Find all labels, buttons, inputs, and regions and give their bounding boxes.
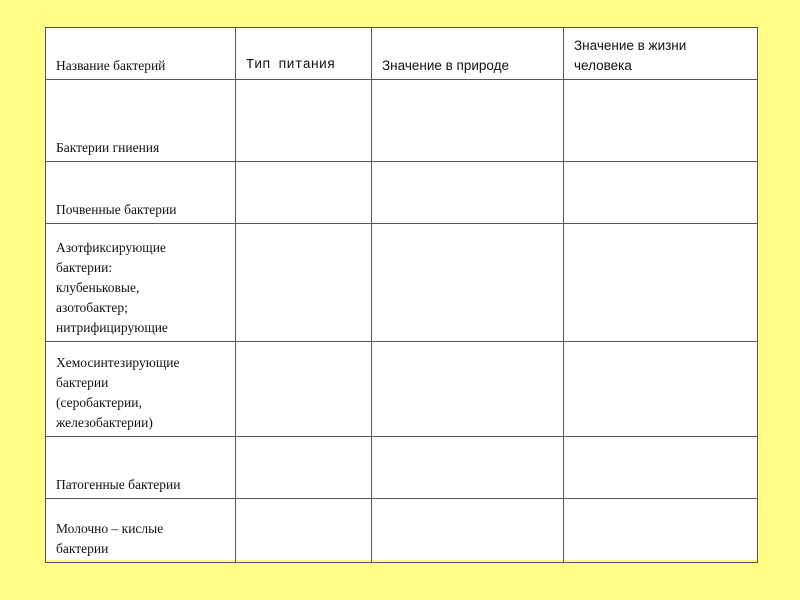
bacteria-name-cell: Хемосинтезирующие бактерии (серобактерии, железобактерии) <box>46 342 236 437</box>
header-row <box>46 28 758 80</box>
table-row <box>46 499 758 563</box>
nutrition-cell[interactable] <box>236 499 372 563</box>
human-cell[interactable] <box>564 162 758 224</box>
table-row <box>46 162 758 224</box>
nutrition-cell[interactable] <box>236 342 372 437</box>
table-row <box>46 80 758 162</box>
nature-cell[interactable] <box>372 499 564 563</box>
human-cell[interactable] <box>564 499 758 563</box>
table-row <box>46 224 758 342</box>
bacteria-name-cell: Патогенные бактерии <box>46 437 236 499</box>
header-nature-value: Значение в природе <box>372 28 564 80</box>
header-human-value: Значение в жизни человека <box>564 28 758 80</box>
bacteria-name-cell: Почвенные бактерии <box>46 162 236 224</box>
human-cell[interactable] <box>564 437 758 499</box>
header-bacteria-name: Название бактерий <box>46 28 236 80</box>
table-row <box>46 342 758 437</box>
human-cell[interactable] <box>564 224 758 342</box>
nutrition-cell[interactable] <box>236 437 372 499</box>
nutrition-cell[interactable] <box>236 162 372 224</box>
human-cell[interactable] <box>564 342 758 437</box>
bacteria-name-cell: Бактерии гниения <box>46 80 236 162</box>
header-nutrition-type: Тип питания <box>236 28 372 80</box>
bacteria-name-cell: Молочно – кислые бактерии <box>46 499 236 563</box>
table-row <box>46 437 758 499</box>
nutrition-cell[interactable] <box>236 80 372 162</box>
bacteria-table <box>45 27 758 563</box>
nature-cell[interactable] <box>372 437 564 499</box>
human-cell[interactable] <box>564 80 758 162</box>
nature-cell[interactable] <box>372 342 564 437</box>
nature-cell[interactable] <box>372 162 564 224</box>
slide-sheet <box>45 27 757 560</box>
bacteria-name-cell: Азотфиксирующие бактерии: клубеньковые, азотобактер; нитрифицирующие <box>46 224 236 342</box>
nutrition-cell[interactable] <box>236 224 372 342</box>
nature-cell[interactable] <box>372 224 564 342</box>
nature-cell[interactable] <box>372 80 564 162</box>
